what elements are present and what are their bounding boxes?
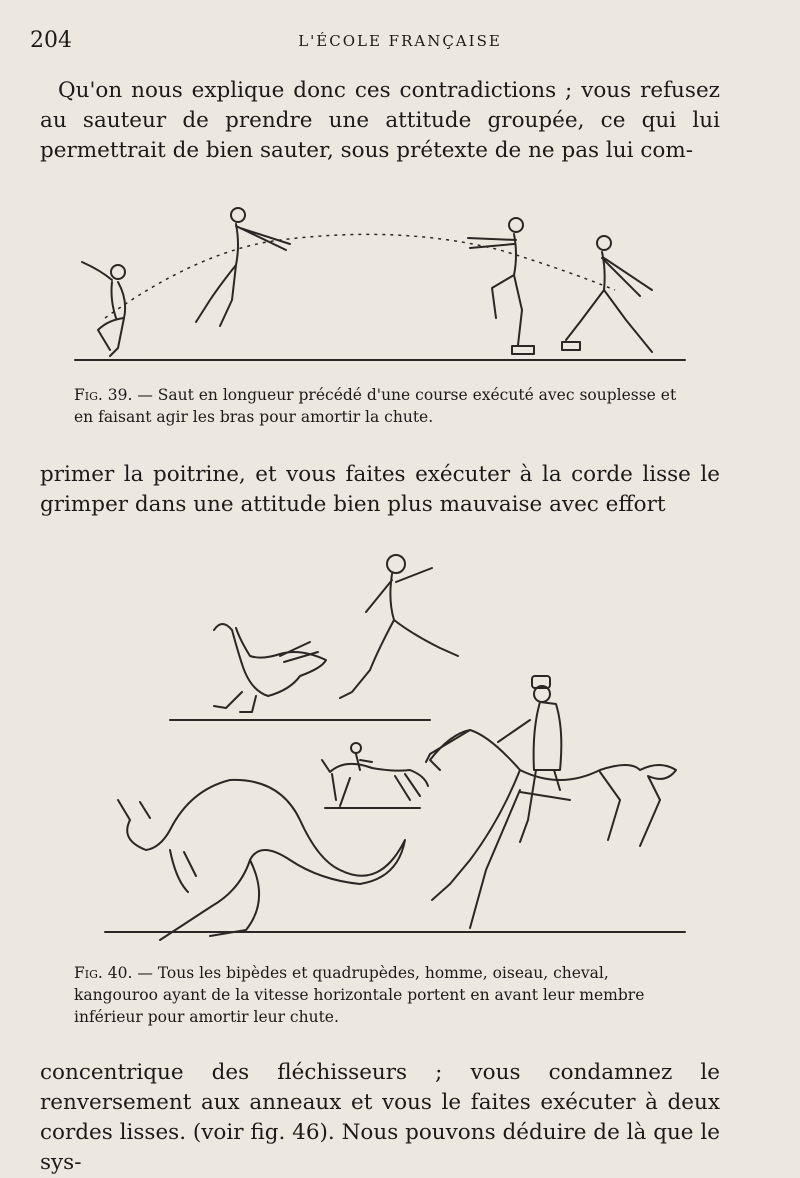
paragraph-1: Qu'on nous explique donc ces contradictions ; vous refusez au sauteur de prendre une attitude groupée, ce qui lui permettrait de bien sauter, sous prétexte de ne pas lui com- — [40, 78, 720, 163]
page-number: 204 — [30, 28, 72, 53]
figure-39-caption-text: — Saut en longueur précédé d'une course exécuté avec souplesse et en faisant agir les bras pour amortir la chute. — [74, 386, 677, 426]
running-title: L'ÉCOLE FRANÇAISE — [298, 32, 502, 50]
paragraph-2: primer la poitrine, et vous faites exécuter à la corde lisse le grimper dans une attitude bien plus mauvaise avec effort — [40, 462, 720, 517]
paragraph-3: concentrique des fléchisseurs ; vous condamnez le renversement aux anneaux et vous le faites exécuter à deux cordes lisses. (voir fig. 46). Nous pouvons déduire de là que le sys- — [40, 1060, 720, 1175]
figure-40-label: Fig. 40. — [74, 964, 133, 982]
figure-39-label: Fig. 39. — [74, 386, 133, 404]
figure-40-caption-text: — Tous les bipèdes et quadrupèdes, homme, oiseau, cheval, kangouroo ayant de la vitesse horizontale portent en avant leur membre inférieur pour amortir leur chute. — [74, 964, 645, 1026]
kangaroo-drawing — [118, 780, 405, 940]
goose-drawing — [214, 624, 326, 712]
horse-rider-drawing — [426, 676, 676, 928]
runner-drawing — [340, 555, 458, 698]
small-horse-drawing — [322, 743, 428, 806]
figure-40-caption — [74, 962, 694, 1028]
